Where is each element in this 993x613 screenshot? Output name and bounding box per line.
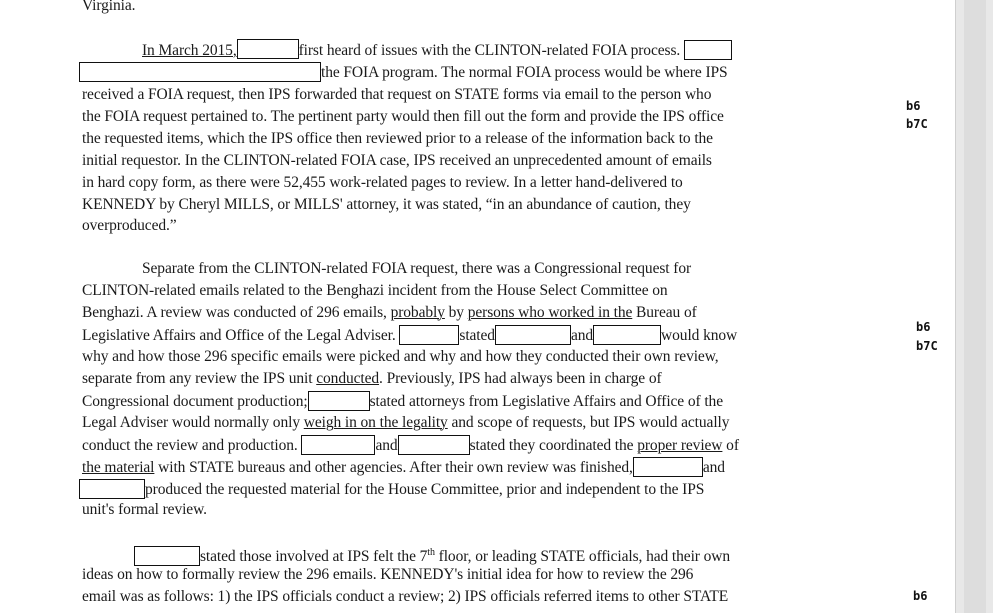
redaction-box [398,435,470,455]
redaction-box [308,391,370,411]
text-line: initial requestor. In the CLINTON-related FOIA case, IPS received an unprecedented amount of emails [82,152,712,169]
redaction-box [593,325,661,345]
text-line: stated those involved at IPS felt the 7th floor, or leading STATE officials, had their own [134,543,730,566]
text-line: separate from any review the IPS unit conducted. Previously, IPS had always been in charge of [82,370,662,387]
scrollbar-thumb[interactable] [964,0,986,613]
redaction-box [399,325,459,345]
exemption-code: b7C [916,339,938,353]
redaction-box [633,457,703,477]
text-line: produced the requested material for the House Committee, prior and independent to the IPS [79,479,704,499]
text-line: why and how those 296 specific emails were picked and why and how they conducted their own review, [82,348,719,365]
redaction-box [134,546,200,566]
text-line: Legal Adviser would normally only weigh in on the legality and scope of requests, but IPS would actually [82,414,730,431]
redaction-box [301,435,375,455]
vertical-scrollbar[interactable] [955,0,993,613]
text-line: unit's formal review. [82,501,207,518]
exemption-code: b7C [906,117,928,131]
redaction-box [237,39,299,59]
text-line: Legislative Affairs and Office of the Legal Adviser. stated and would know [82,327,738,344]
exemption-code: b6 [916,320,931,334]
text-line: Congressional document production; stated attorneys from Legislative Affairs and Office of the [82,393,723,410]
redaction-box [684,40,732,60]
text-line: email was as follows: 1) the IPS officials conduct a review; 2) IPS officials referred items to other STATE [82,588,729,605]
text-line: in hard copy form, as there were 52,455 work-related pages to review. In a letter hand-delivered to [82,174,683,191]
text-line: the material with STATE bureaus and other agencies. After their own review was finished, and [82,459,725,476]
text-line: In March 2015, first heard of issues with the CLINTON-related FOIA process. [142,39,732,60]
exemption-code: b6 [906,99,921,113]
text-line: conduct the review and production. and stated they coordinated the proper review of [82,437,739,454]
text-line: Separate from the CLINTON-related FOIA request, there was a Congressional request for [142,260,692,277]
text-line: KENNEDY by Cheryl MILLS, or MILLS' attorney, it was stated, “in an abundance of caution, they [82,196,691,213]
text-line: ideas on how to formally review the 296 emails. KENNEDY's initial idea for how to review the 296 [82,566,694,583]
text-line: the FOIA request pertained to. The pertinent party would then fill out the form and provide the IPS office [82,108,724,125]
text-line: Virginia. [82,0,136,14]
exemption-code: b6 [913,589,928,603]
text-line: CLINTON-related emails related to the Benghazi incident from the House Select Committee on [82,282,668,299]
redaction-box [79,62,321,82]
text-line: Benghazi. A review was conducted of 296 emails, probably by persons who worked in the Bureau of [82,304,697,321]
redaction-box [79,479,145,499]
redaction-box [495,325,571,345]
text-line: overproduced.” [82,217,177,234]
text-line: received a FOIA request, then IPS forwarded that request on STATE forms via email to the person who [82,86,712,103]
text-line: the FOIA program. The normal FOIA process would be where IPS [79,62,728,82]
text-line: the requested items, which the IPS office then reviewed prior to a release of the information back to the [82,130,713,147]
